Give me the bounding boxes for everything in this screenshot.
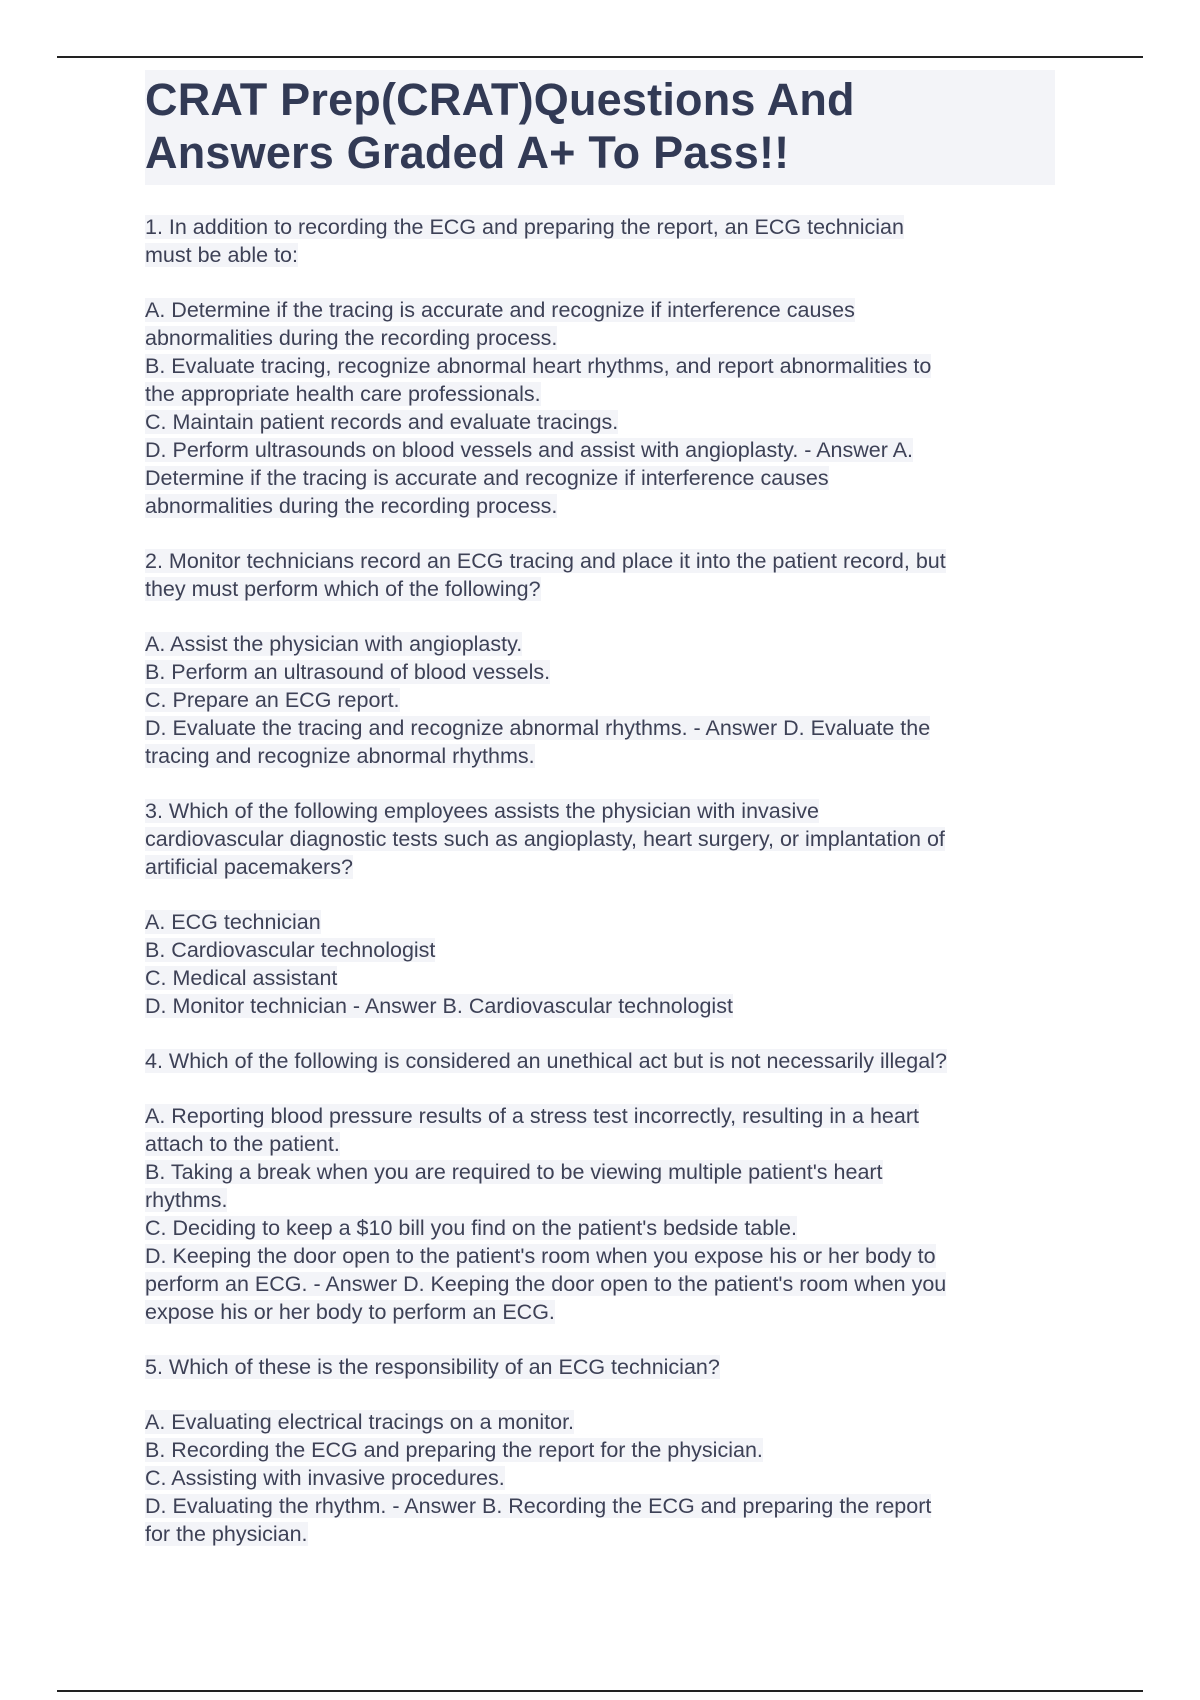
question-stem-text: artificial pacemakers? xyxy=(145,855,353,879)
answer-option-text: C. Maintain patient records and evaluate tracings. xyxy=(145,410,619,434)
answer-option-line xyxy=(145,1158,1055,1186)
question-stem-line xyxy=(145,853,1055,881)
answer-option-line xyxy=(145,1242,1055,1270)
title-line-1: CRAT Prep(CRAT)Questions And xyxy=(145,74,855,125)
answer-option-line xyxy=(145,658,1055,686)
answer-option-text: abnormalities during the recording process. xyxy=(145,494,558,518)
answer-option-text: C. Deciding to keep a $10 bill you find on the patient's bedside table. xyxy=(145,1216,797,1240)
answer-option-line xyxy=(145,1436,1055,1464)
question-5 xyxy=(145,1353,1055,1548)
question-stem-line xyxy=(145,1353,1055,1381)
answer-option-text: B. Taking a break when you are required to be viewing multiple patient's heart xyxy=(145,1160,883,1184)
bottom-divider xyxy=(57,1690,1143,1692)
answer-option-text: D. Monitor technician - Answer B. Cardiovascular technologist xyxy=(145,994,733,1018)
document-title xyxy=(145,70,1055,185)
stem-options-gap xyxy=(145,1075,1055,1102)
answer-option-text: C. Prepare an ECG report. xyxy=(145,688,400,712)
answer-option-line xyxy=(145,380,1055,408)
document-body xyxy=(145,70,1055,1575)
question-2 xyxy=(145,547,1055,770)
title-line-2: Answers Graded A+ To Pass!! xyxy=(145,127,790,178)
answer-option-line xyxy=(145,436,1055,464)
question-list xyxy=(145,213,1055,1548)
stem-options-gap xyxy=(145,603,1055,630)
answer-option-line xyxy=(145,742,1055,770)
answer-option-text: A. ECG technician xyxy=(145,910,321,934)
question-stem-line xyxy=(145,1047,1055,1075)
question-stem-text: cardiovascular diagnostic tests such as angioplasty, heart surgery, or implantation of xyxy=(145,827,945,851)
answer-option-text: B. Cardiovascular technologist xyxy=(145,938,436,962)
question-stem-text: 1. In addition to recording the ECG and preparing the report, an ECG technician xyxy=(145,215,904,239)
answer-option-text: D. Keeping the door open to the patient's room when you expose his or her body to xyxy=(145,1244,936,1268)
answer-option-text: expose his or her body to perform an ECG. xyxy=(145,1300,555,1324)
answer-option-text: the appropriate health care professionals. xyxy=(145,382,541,406)
answer-option-line xyxy=(145,964,1055,992)
answer-option-line xyxy=(145,1492,1055,1520)
answer-option-text: rhythms. xyxy=(145,1188,228,1212)
answer-option-line xyxy=(145,296,1055,324)
answer-option-text: tracing and recognize abnormal rhythms. xyxy=(145,744,535,768)
answer-option-line xyxy=(145,1520,1055,1548)
answer-option-text: attach to the patient. xyxy=(145,1132,340,1156)
answer-option-line xyxy=(145,464,1055,492)
answer-option-line xyxy=(145,1102,1055,1130)
answer-option-text: C. Assisting with invasive procedures. xyxy=(145,1466,505,1490)
answer-option-line xyxy=(145,492,1055,520)
question-4 xyxy=(145,1047,1055,1326)
question-3 xyxy=(145,797,1055,1020)
question-stem-text: must be able to: xyxy=(145,243,298,267)
question-stem-text: 4. Which of the following is considered an unethical act but is not necessarily illegal? xyxy=(145,1049,947,1073)
answer-option-text: A. Determine if the tracing is accurate and recognize if interference causes xyxy=(145,298,855,322)
answer-option-text: abnormalities during the recording process. xyxy=(145,326,558,350)
answer-option-line xyxy=(145,1298,1055,1326)
question-stem-line xyxy=(145,547,1055,575)
question-stem-line xyxy=(145,241,1055,269)
question-stem-text: 2. Monitor technicians record an ECG tracing and place it into the patient record, but xyxy=(145,549,946,573)
question-stem-text: 5. Which of these is the responsibility of an ECG technician? xyxy=(145,1355,720,1379)
answer-option-text: Determine if the tracing is accurate and recognize if interference causes xyxy=(145,466,829,490)
question-stem-line xyxy=(145,797,1055,825)
answer-option-text: B. Evaluate tracing, recognize abnormal heart rhythms, and report abnormalities to xyxy=(145,354,932,378)
question-stem-line xyxy=(145,213,1055,241)
question-stem-line xyxy=(145,825,1055,853)
answer-option-line xyxy=(145,1130,1055,1158)
question-1 xyxy=(145,213,1055,520)
question-stem-text: they must perform which of the following? xyxy=(145,577,541,601)
answer-option-line xyxy=(145,630,1055,658)
answer-option-line xyxy=(145,1408,1055,1436)
top-divider xyxy=(57,56,1143,58)
answer-option-line xyxy=(145,1270,1055,1298)
answer-option-line xyxy=(145,352,1055,380)
answer-option-line xyxy=(145,408,1055,436)
answer-option-line xyxy=(145,992,1055,1020)
answer-option-line xyxy=(145,1464,1055,1492)
answer-option-text: D. Evaluating the rhythm. - Answer B. Recording the ECG and preparing the report xyxy=(145,1494,932,1518)
answer-option-text: A. Reporting blood pressure results of a stress test incorrectly, resulting in a heart xyxy=(145,1104,919,1128)
answer-option-line xyxy=(145,1214,1055,1242)
answer-option-line xyxy=(145,1186,1055,1214)
answer-option-line xyxy=(145,936,1055,964)
stem-options-gap xyxy=(145,1381,1055,1408)
answer-option-line xyxy=(145,324,1055,352)
question-stem-line xyxy=(145,575,1055,603)
answer-option-text: A. Evaluating electrical tracings on a monitor. xyxy=(145,1410,575,1434)
answer-option-line xyxy=(145,686,1055,714)
answer-option-text: B. Recording the ECG and preparing the report for the physician. xyxy=(145,1438,763,1462)
stem-options-gap xyxy=(145,269,1055,296)
answer-option-text: A. Assist the physician with angioplasty. xyxy=(145,632,523,656)
answer-option-text: for the physician. xyxy=(145,1522,308,1546)
answer-option-text: C. Medical assistant xyxy=(145,966,338,990)
answer-option-text: perform an ECG. - Answer D. Keeping the door open to the patient's room when you xyxy=(145,1272,947,1296)
stem-options-gap xyxy=(145,881,1055,908)
answer-option-text: D. Evaluate the tracing and recognize abnormal rhythms. - Answer D. Evaluate the xyxy=(145,716,931,740)
answer-option-text: B. Perform an ultrasound of blood vessels. xyxy=(145,660,551,684)
answer-option-line xyxy=(145,908,1055,936)
answer-option-line xyxy=(145,714,1055,742)
question-stem-text: 3. Which of the following employees assists the physician with invasive xyxy=(145,799,819,823)
answer-option-text: D. Perform ultrasounds on blood vessels and assist with angioplasty. - Answer A. xyxy=(145,438,914,462)
